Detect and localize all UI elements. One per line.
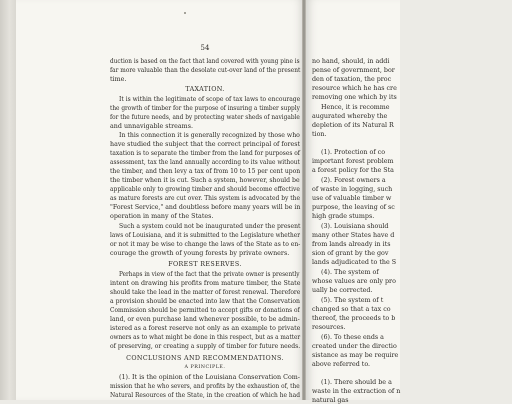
text-line: (1). Protection of co <box>321 149 386 156</box>
text-line: lands adjudicated to the S <box>312 259 397 266</box>
text-line: the timber when it is cut. Such a system, however, should be <box>110 177 300 184</box>
text-line: (3). Louisiana should <box>321 223 389 230</box>
text-line: Natural Resources of the State, in the creation of which he had <box>110 392 300 399</box>
text-line: the timber, and then levy a tax of from 10 to 15 per cent upon <box>110 168 301 175</box>
text-line: "Forest Service," and doubtless before many years will be in <box>110 204 301 211</box>
text-line: depletion of its Natural R <box>312 122 394 129</box>
text-line: (4). The system of <box>321 269 379 276</box>
text-line: resources. <box>312 324 346 331</box>
text-line: It is within the legitimate of scope of tax laws to encourage <box>119 96 301 103</box>
text-line: tion. <box>312 131 327 138</box>
text-line: above referred to. <box>312 361 371 368</box>
text-line: from lands already in its <box>312 241 391 248</box>
text-line: the growth of timber for the purpose of insuring a timber supply <box>110 105 300 112</box>
text-line: high grade stumps. <box>312 213 375 220</box>
text-line: assessment, tax the land annually according to its value without <box>110 159 300 166</box>
text-line: applicable only to growing timber and should become effective <box>110 186 300 193</box>
text-line: far more valuable than the desolate cut-over land of the present <box>110 67 301 74</box>
text-line: Such a system could not be inaugurated under the present <box>119 223 301 230</box>
text-line: sion of grant by the gov <box>312 250 389 257</box>
section-heading: FOREST RESERVES. <box>168 261 242 268</box>
section-heading: CONCLUSIONS AND RECOMMENDATIONS. <box>126 355 284 362</box>
text-line: time. <box>110 76 127 83</box>
text-line: Hence, it is recomme <box>321 104 390 111</box>
text-line: thereof, the proceeds to b <box>312 315 396 322</box>
text-line: use of valuable timber w <box>312 195 392 202</box>
text-line: as mature forests are cut over. This system is advocated by the <box>110 195 301 202</box>
text-line: duction is based on the fact that land covered with young pine is <box>110 58 300 65</box>
text-line: land, or even purchase land whenever possible, to be admin- <box>110 316 300 323</box>
text-line: (6). To these ends a <box>321 334 384 341</box>
text-line: waste in the extraction of n <box>312 388 401 395</box>
text-line: operation in many of the States. <box>110 213 214 220</box>
text-line: owners as to what might be done in this respect, but as a matter <box>110 334 301 341</box>
text-line: no hand, should, in addi <box>312 58 390 65</box>
text-line: pense of government, bor <box>312 67 395 74</box>
text-line: created under the directio <box>312 343 397 350</box>
text-line: ually be corrected. <box>312 287 373 294</box>
text-line: removing one which by its <box>312 94 397 101</box>
text-line: purpose, the leaving of sc <box>312 204 395 211</box>
left-page <box>16 0 304 400</box>
text-line: augurated whereby the <box>312 113 388 120</box>
text-line: mission that he who severs, and profits by the exhaustion of, the <box>110 383 300 390</box>
text-line: laws of Louisiana, and it is submitted to the Legislature whether <box>110 232 300 239</box>
text-line: courage the growth of young forests by private owners. <box>110 250 290 257</box>
text-line: In this connection it is generally recognized by those who <box>119 132 300 139</box>
text-line: sistance as may be require <box>312 352 399 359</box>
book-binding-shadow <box>0 0 16 400</box>
text-line: (2). Forest owners a <box>321 177 386 184</box>
text-line: whose values are only pro <box>312 278 396 285</box>
text-line: and unnavigable streams. <box>110 123 193 130</box>
text-line: of preserving, or creating a supply of timber for future needs. <box>110 343 301 350</box>
text-line: for the future needs, and by protecting water sheds of navigable <box>110 114 300 121</box>
text-line: many other States have d <box>312 232 395 239</box>
text-line: intent on drawing his profits from mature timber, the State <box>110 280 301 287</box>
text-line: (1). There should be a <box>321 379 392 386</box>
text-line: resource which he has cre <box>312 85 397 92</box>
ink-speck <box>184 12 186 14</box>
page-number: 54 <box>200 44 210 52</box>
text-line: Perhaps in view of the fact that the private owner is presently <box>119 271 300 278</box>
text-line: Commission should be permitted to accept gifts or donations of <box>110 307 300 314</box>
text-line: natural gas <box>312 397 349 404</box>
text-line: of waste in logging, such <box>312 186 393 193</box>
text-line: a provision should be enacted into law that the Conservation <box>110 298 300 305</box>
text-line: (1). It is the opinion of the Louisiana Conservation Com- <box>119 374 300 381</box>
text-line: changed so that a tax co <box>312 306 391 313</box>
right-page <box>306 0 401 404</box>
text-line: taxation is to separate the timber from the land for purposes of <box>110 150 300 157</box>
text-line: den of taxation, the proc <box>312 76 392 83</box>
text-line: should take the lead in the matter of forest renewal. Therefore <box>110 289 301 296</box>
text-line: or not it may be wise to change the laws of the State as to en- <box>110 241 301 248</box>
text-line: important forest problem <box>312 158 394 165</box>
text-line: (5). The system of t <box>321 297 384 304</box>
section-heading: TAXATION. <box>185 86 225 93</box>
section-subheading: A PRINCIPLE. <box>184 365 226 370</box>
text-line: have studied the subject that the correct principal of forest <box>110 141 301 148</box>
text-line: istered as a forest reserve not only as an example to private <box>110 325 301 332</box>
text-line: a forest policy for the Sta <box>312 167 394 174</box>
